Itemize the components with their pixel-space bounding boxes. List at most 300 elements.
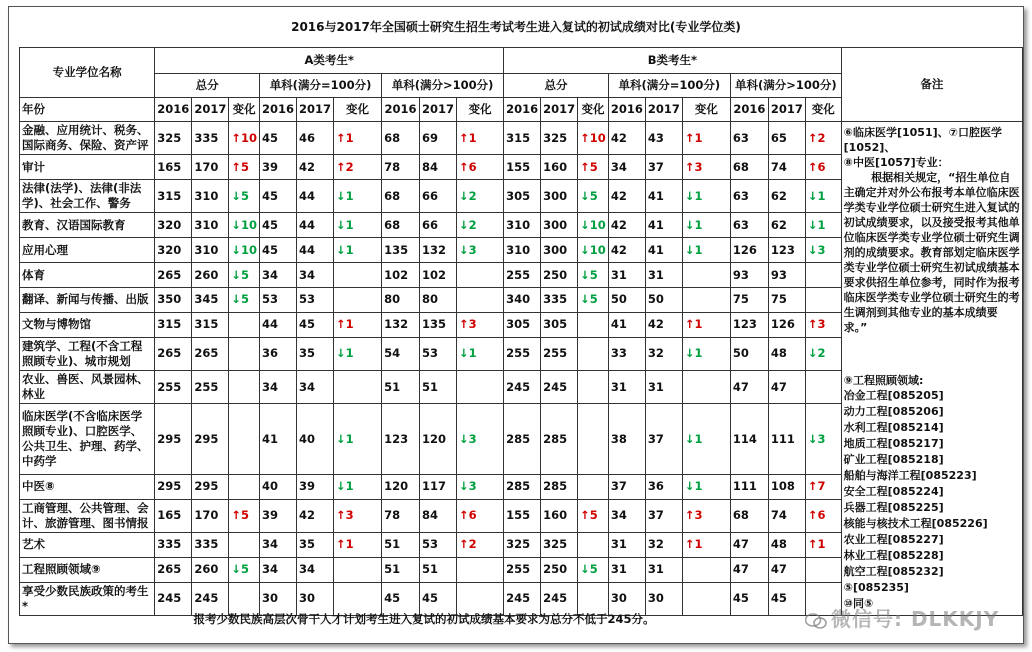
score-cell: 74 (768, 499, 805, 532)
score-cell: 310 (192, 213, 229, 238)
score-cell: 93 (768, 263, 805, 288)
score-cell: 44 (296, 238, 333, 263)
change-cell: ↑6 (805, 499, 841, 532)
score-cell: 37 (645, 499, 682, 532)
score-cell: 285 (541, 404, 578, 475)
change-cell: ↑3 (805, 312, 841, 337)
score-cell: 45 (382, 582, 420, 615)
change-cell: ↑10 (229, 122, 260, 155)
score-cell: 102 (420, 263, 457, 288)
score-cell: 39 (296, 474, 333, 499)
score-cell: 300 (541, 180, 578, 213)
change-cell (334, 557, 382, 582)
score-cell: 165 (155, 155, 192, 180)
score-cell: 41 (645, 213, 682, 238)
score-cell: 126 (768, 312, 805, 337)
score-cell: 295 (192, 404, 229, 475)
change-cell (805, 288, 841, 313)
score-cell: 250 (541, 557, 578, 582)
score-cell: 335 (192, 532, 229, 557)
change-cell: ↓1 (805, 213, 841, 238)
header-change: 变化 (229, 98, 260, 122)
header-y2017: 2017 (420, 98, 457, 122)
notes-eng-item: 船舶与海洋工程[085223] (843, 469, 977, 482)
header-y2017: 2017 (296, 98, 333, 122)
score-cell: 62 (768, 180, 805, 213)
change-cell: ↑1 (334, 312, 382, 337)
change-cell: ↓3 (457, 404, 504, 475)
score-cell: 245 (541, 371, 578, 404)
score-cell: 30 (608, 582, 645, 615)
score-cell: 53 (420, 337, 457, 370)
score-cell: 33 (608, 337, 645, 370)
score-cell: 47 (768, 371, 805, 404)
score-cell: 320 (155, 238, 192, 263)
score-cell: 75 (768, 288, 805, 313)
change-cell: ↓10 (578, 213, 609, 238)
score-cell: 245 (541, 582, 578, 615)
score-cell: 31 (645, 557, 682, 582)
score-cell: 34 (259, 371, 296, 404)
major-name: 应用心理 (20, 238, 155, 263)
score-cell: 84 (420, 155, 457, 180)
major-name: 教育、汉语国际教育 (20, 213, 155, 238)
score-cell: 42 (296, 499, 333, 532)
change-cell: ↓5 (578, 288, 609, 313)
score-cell: 120 (420, 404, 457, 475)
major-name: 翻译、新闻与传播、出版 (20, 288, 155, 313)
score-cell: 45 (420, 582, 457, 615)
change-cell: ↓5 (229, 288, 260, 313)
score-cell: 53 (296, 288, 333, 313)
change-cell: ↓2 (457, 213, 504, 238)
change-cell: ↓1 (682, 238, 730, 263)
score-cell: 51 (382, 371, 420, 404)
score-cell: 51 (420, 371, 457, 404)
score-cell: 265 (155, 557, 192, 582)
notes-eng-item: 核能与核技术工程[085226] (843, 517, 988, 530)
score-cell: 45 (259, 180, 296, 213)
change-cell: ↓1 (334, 213, 382, 238)
score-cell: 111 (730, 474, 768, 499)
score-cell: 35 (296, 337, 333, 370)
major-name: 农业、兽医、风景园林、林业 (20, 371, 155, 404)
header-y2016: 2016 (382, 98, 420, 122)
header-y2016: 2016 (730, 98, 768, 122)
document-frame (8, 6, 1024, 644)
score-cell: 335 (155, 532, 192, 557)
header-b-total: 总分 (504, 74, 609, 98)
score-cell: 43 (645, 122, 682, 155)
score-cell: 48 (768, 337, 805, 370)
score-cell: 75 (730, 288, 768, 313)
change-cell: ↓5 (229, 263, 260, 288)
change-cell: ↑1 (805, 532, 841, 557)
change-cell (805, 557, 841, 582)
major-name: 法律(法学)、法律(非法学)、社会工作、警务 (20, 180, 155, 213)
change-cell: ↑10 (578, 122, 609, 155)
score-cell: 63 (730, 180, 768, 213)
change-cell: ↑3 (457, 312, 504, 337)
score-cell: 255 (192, 371, 229, 404)
notes-eng-item: 安全工程[085224] (843, 485, 944, 498)
score-cell: 41 (608, 312, 645, 337)
score-cell: 34 (259, 557, 296, 582)
header-group-a: A类考生* (155, 48, 504, 74)
score-cell: 31 (608, 371, 645, 404)
score-cell: 245 (504, 371, 541, 404)
score-cell: 320 (155, 213, 192, 238)
score-cell: 325 (504, 532, 541, 557)
header-b-single-gt100: 单科(满分>100分) (730, 74, 841, 98)
change-cell (457, 288, 504, 313)
change-cell (578, 337, 609, 370)
score-cell: 245 (155, 582, 192, 615)
score-cell: 31 (645, 371, 682, 404)
score-cell: 325 (155, 122, 192, 155)
major-name: 享受少数民族政策的考生* (20, 582, 155, 615)
score-cell: 63 (730, 122, 768, 155)
change-cell: ↑1 (682, 122, 730, 155)
change-cell: ↑1 (334, 122, 382, 155)
header-y2017: 2017 (192, 98, 229, 122)
score-cell: 50 (608, 288, 645, 313)
score-cell: 93 (730, 263, 768, 288)
change-cell (578, 371, 609, 404)
score-cell: 335 (192, 122, 229, 155)
score-cell: 34 (608, 155, 645, 180)
change-cell: ↑7 (805, 474, 841, 499)
score-cell: 165 (155, 499, 192, 532)
change-cell: ↓1 (682, 474, 730, 499)
change-cell: ↓1 (334, 337, 382, 370)
notes-eng-item: 矿业工程[085218] (843, 453, 944, 466)
score-cell: 63 (730, 213, 768, 238)
change-cell: ↓1 (682, 337, 730, 370)
score-cell: 34 (296, 263, 333, 288)
score-cell: 39 (259, 155, 296, 180)
major-name: 文物与博物馆 (20, 312, 155, 337)
score-cell: 265 (155, 263, 192, 288)
score-cell: 245 (192, 582, 229, 615)
change-cell (229, 371, 260, 404)
header-y2016: 2016 (504, 98, 541, 122)
score-cell: 32 (645, 337, 682, 370)
change-cell: ↑2 (805, 122, 841, 155)
change-cell: ↓1 (682, 180, 730, 213)
score-cell: 315 (155, 312, 192, 337)
score-cell: 44 (296, 180, 333, 213)
score-cell: 155 (504, 155, 541, 180)
change-cell (805, 371, 841, 404)
score-cell: 285 (504, 404, 541, 475)
score-cell: 305 (541, 312, 578, 337)
notes-line2: ⑧中医[1057]专业： (843, 156, 949, 169)
score-cell: 46 (296, 122, 333, 155)
score-cell: 285 (504, 474, 541, 499)
change-cell (229, 404, 260, 475)
notes-eng-item: 林业工程[085228] (843, 549, 944, 562)
score-cell: 41 (645, 180, 682, 213)
score-cell: 255 (541, 337, 578, 370)
change-cell: ↓3 (457, 238, 504, 263)
score-cell: 325 (541, 122, 578, 155)
score-cell: 132 (420, 238, 457, 263)
score-cell: 255 (504, 557, 541, 582)
change-cell: ↓5 (578, 180, 609, 213)
score-cell: 170 (192, 499, 229, 532)
score-cell: 300 (541, 213, 578, 238)
score-cell: 305 (504, 180, 541, 213)
page-title: 2016与2017年全国硕士研究生招生考试考生进入复试的初试成绩对比(专业学位类) (291, 20, 741, 34)
score-cell: 45 (730, 582, 768, 615)
score-cell: 310 (504, 213, 541, 238)
score-cell: 102 (382, 263, 420, 288)
score-cell: 62 (768, 213, 805, 238)
change-cell: ↑6 (805, 155, 841, 180)
change-cell (229, 474, 260, 499)
score-cell: 36 (645, 474, 682, 499)
header-a-single-gt100: 单科(满分>100分) (382, 74, 504, 98)
score-cell: 51 (420, 557, 457, 582)
change-cell (578, 532, 609, 557)
change-cell: ↓1 (334, 238, 382, 263)
score-table (19, 47, 1023, 616)
change-cell: ↓2 (805, 337, 841, 370)
change-cell: ↓1 (457, 337, 504, 370)
score-cell: 123 (768, 238, 805, 263)
change-cell: ↓10 (229, 238, 260, 263)
score-cell: 45 (259, 238, 296, 263)
notes-cell (841, 122, 1022, 616)
score-cell: 50 (645, 288, 682, 313)
score-cell: 53 (420, 532, 457, 557)
score-cell: 30 (259, 582, 296, 615)
score-cell: 315 (155, 180, 192, 213)
score-cell: 41 (645, 238, 682, 263)
score-cell: 68 (382, 213, 420, 238)
header-y2017: 2017 (645, 98, 682, 122)
notes-line1: ⑥临床医学[1051]、⑦口腔医学[1052]、 (843, 126, 1002, 154)
header-b-single100: 单科(满分=100分) (608, 74, 730, 98)
score-cell: 42 (608, 213, 645, 238)
score-cell: 74 (768, 155, 805, 180)
notes-eng-item: 兵器工程[085225] (843, 501, 944, 514)
score-cell: 255 (504, 263, 541, 288)
score-cell: 108 (768, 474, 805, 499)
score-cell: 44 (296, 213, 333, 238)
header-change: 变化 (457, 98, 504, 122)
change-cell (334, 288, 382, 313)
header-y2017: 2017 (541, 98, 578, 122)
score-cell: 350 (155, 288, 192, 313)
change-cell: ↓5 (229, 180, 260, 213)
score-cell: 68 (730, 155, 768, 180)
score-cell: 123 (730, 312, 768, 337)
change-cell: ↑3 (682, 499, 730, 532)
watermark-text: 微信号: DLKKJY (831, 607, 1000, 631)
notes-eng-title: ⑨工程照顾领域: (843, 374, 924, 387)
score-cell: 42 (608, 122, 645, 155)
change-cell (229, 312, 260, 337)
score-cell: 300 (541, 238, 578, 263)
header-y2017: 2017 (768, 98, 805, 122)
score-cell: 47 (768, 557, 805, 582)
score-cell: 68 (730, 499, 768, 532)
score-cell: 35 (296, 532, 333, 557)
score-cell: 135 (382, 238, 420, 263)
change-cell: ↓3 (805, 404, 841, 475)
score-cell: 42 (645, 312, 682, 337)
header-year: 年份 (20, 98, 155, 122)
score-cell: 37 (645, 155, 682, 180)
score-cell: 31 (608, 263, 645, 288)
score-cell: 78 (382, 155, 420, 180)
score-cell: 325 (541, 532, 578, 557)
score-cell: 32 (645, 532, 682, 557)
score-cell: 260 (192, 557, 229, 582)
change-cell (682, 371, 730, 404)
score-cell: 340 (504, 288, 541, 313)
score-cell: 305 (504, 312, 541, 337)
notes-eng-item: ⑩同⑤ (843, 597, 874, 610)
score-cell: 42 (608, 180, 645, 213)
score-cell: 45 (768, 582, 805, 615)
score-cell: 45 (259, 213, 296, 238)
change-cell: ↓3 (457, 474, 504, 499)
score-cell: 126 (730, 238, 768, 263)
score-cell: 111 (768, 404, 805, 475)
major-name: 审计 (20, 155, 155, 180)
change-cell (229, 337, 260, 370)
change-cell: ↑6 (457, 499, 504, 532)
score-cell: 51 (382, 532, 420, 557)
notes-eng-item: 水利工程[085214] (843, 421, 944, 434)
change-cell (578, 312, 609, 337)
change-cell: ↓1 (682, 213, 730, 238)
major-name: 体育 (20, 263, 155, 288)
header-major: 专业学位名称 (20, 48, 155, 98)
score-cell: 160 (541, 155, 578, 180)
change-cell: ↑5 (229, 155, 260, 180)
change-cell (682, 263, 730, 288)
score-cell: 84 (420, 499, 457, 532)
change-cell: ↓5 (578, 557, 609, 582)
score-cell: 48 (768, 532, 805, 557)
score-cell: 250 (541, 263, 578, 288)
score-cell: 117 (420, 474, 457, 499)
score-cell: 34 (608, 499, 645, 532)
change-cell: ↑1 (682, 532, 730, 557)
header-change: 变化 (682, 98, 730, 122)
header-y2016: 2016 (155, 98, 192, 122)
score-cell: 255 (504, 337, 541, 370)
header-y2016: 2016 (259, 98, 296, 122)
major-name: 中医⑧ (20, 474, 155, 499)
major-name: 建筑学、工程(不含工程照顾专业)、城市规划 (20, 337, 155, 370)
major-name: 艺术 (20, 532, 155, 557)
change-cell (229, 532, 260, 557)
score-cell: 34 (296, 371, 333, 404)
score-cell: 114 (730, 404, 768, 475)
score-cell: 40 (296, 404, 333, 475)
change-cell (578, 404, 609, 475)
score-cell: 310 (192, 238, 229, 263)
score-cell: 345 (192, 288, 229, 313)
score-cell: 295 (192, 474, 229, 499)
score-cell: 53 (259, 288, 296, 313)
change-cell: ↑5 (578, 155, 609, 180)
notes-eng-item: 地质工程[085217] (843, 437, 944, 450)
change-cell: ↓1 (334, 474, 382, 499)
change-cell: ↓10 (229, 213, 260, 238)
score-cell: 47 (730, 532, 768, 557)
score-cell: 41 (259, 404, 296, 475)
score-cell: 285 (541, 474, 578, 499)
change-cell: ↓1 (682, 404, 730, 475)
table-row (20, 122, 1023, 155)
score-cell: 34 (259, 532, 296, 557)
major-name: 临床医学(不含临床医学照顾专业)、口腔医学、公共卫生、护理、药学、中药学 (20, 404, 155, 475)
score-cell: 66 (420, 180, 457, 213)
notes-eng-item: ⑤[085235] (843, 581, 909, 594)
change-cell: ↑1 (457, 122, 504, 155)
score-cell: 69 (420, 122, 457, 155)
score-cell: 37 (608, 474, 645, 499)
score-cell: 31 (645, 263, 682, 288)
score-cell: 31 (608, 557, 645, 582)
score-cell: 40 (259, 474, 296, 499)
watermark (805, 603, 999, 632)
major-name: 金融、应用统计、税务、国际商务、保险、资产评 (20, 122, 155, 155)
score-cell: 66 (420, 213, 457, 238)
score-cell: 47 (730, 557, 768, 582)
score-cell: 44 (259, 312, 296, 337)
score-cell: 78 (382, 499, 420, 532)
score-cell: 68 (382, 180, 420, 213)
score-cell: 155 (504, 499, 541, 532)
notes-eng-item: 航空工程[085232] (843, 565, 944, 578)
change-cell: ↓1 (805, 180, 841, 213)
score-cell: 50 (730, 337, 768, 370)
score-cell: 65 (768, 122, 805, 155)
change-cell: ↑2 (457, 532, 504, 557)
score-cell: 36 (259, 337, 296, 370)
score-cell: 310 (192, 180, 229, 213)
score-cell: 315 (192, 312, 229, 337)
change-cell: ↑3 (682, 155, 730, 180)
change-cell: ↑3 (334, 499, 382, 532)
header-y2016: 2016 (608, 98, 645, 122)
score-cell: 31 (608, 532, 645, 557)
score-cell: 42 (296, 155, 333, 180)
change-cell: ↑5 (229, 499, 260, 532)
header-notes: 备注 (841, 48, 1022, 122)
score-cell: 135 (420, 312, 457, 337)
notes-eng-item: 冶金工程[085205] (843, 389, 944, 402)
change-cell: ↓5 (578, 263, 609, 288)
score-cell: 68 (382, 122, 420, 155)
change-cell: ↑1 (334, 532, 382, 557)
major-name: 工商管理、公共管理、会计、旅游管理、图书情报 (20, 499, 155, 532)
score-cell: 160 (541, 499, 578, 532)
score-cell: 315 (504, 122, 541, 155)
change-cell (805, 263, 841, 288)
score-cell: 80 (420, 288, 457, 313)
change-cell (457, 557, 504, 582)
change-cell: ↑2 (334, 155, 382, 180)
change-cell (682, 557, 730, 582)
